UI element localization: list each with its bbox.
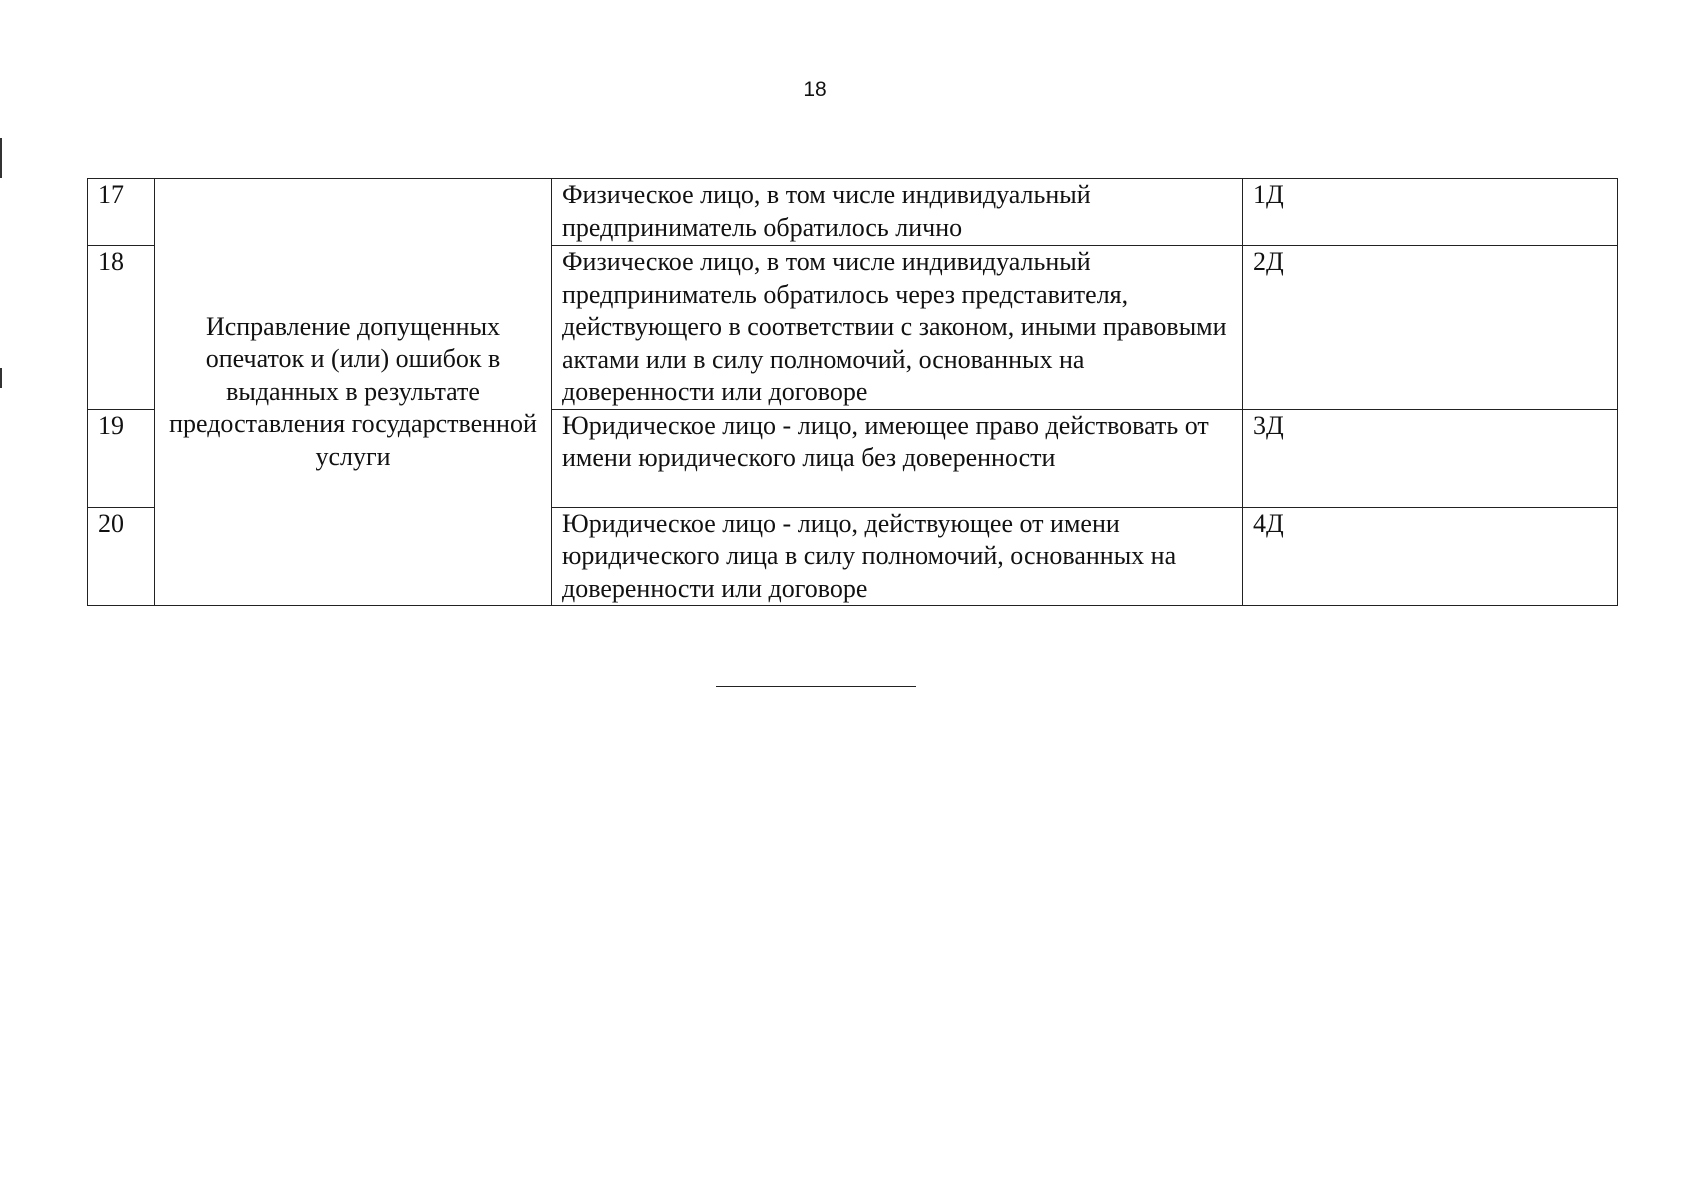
service-name: Исправление допущенных опечаток и (или) ошибок в выданных в результате предоставления государственной услуги (155, 179, 552, 606)
scan-edge-mark-top (0, 138, 2, 178)
table-row (88, 179, 1618, 246)
applicant-code: 1Д (1243, 179, 1618, 246)
applicant-type: Физическое лицо, в том числе индивидуальный предприниматель обратилось лично (552, 179, 1243, 246)
applicant-code: 3Д (1243, 409, 1618, 507)
row-number: 19 (88, 409, 155, 507)
page-number: 18 (803, 78, 827, 101)
scan-edge-mark-middle (0, 368, 2, 388)
applicant-type: Юридическое лицо - лицо, имеющее право действовать от имени юридического лица без доверенности (552, 409, 1243, 507)
applicant-type: Юридическое лицо - лицо, действующее от имени юридического лица в силу полномочий, основанных на доверенности или договоре (552, 507, 1243, 606)
row-number: 20 (88, 507, 155, 606)
end-of-document-line (716, 686, 916, 687)
applicant-code: 4Д (1243, 507, 1618, 606)
applicant-type: Физическое лицо, в том числе индивидуальный предприниматель обратилось через представителя, действующего в соответствии с законом, иными правовыми актами или в силу полномочий, основанных на доверенности или договоре (552, 246, 1243, 410)
services-table (87, 178, 1618, 606)
applicant-code: 2Д (1243, 246, 1618, 410)
row-number: 17 (88, 179, 155, 246)
row-number: 18 (88, 246, 155, 410)
